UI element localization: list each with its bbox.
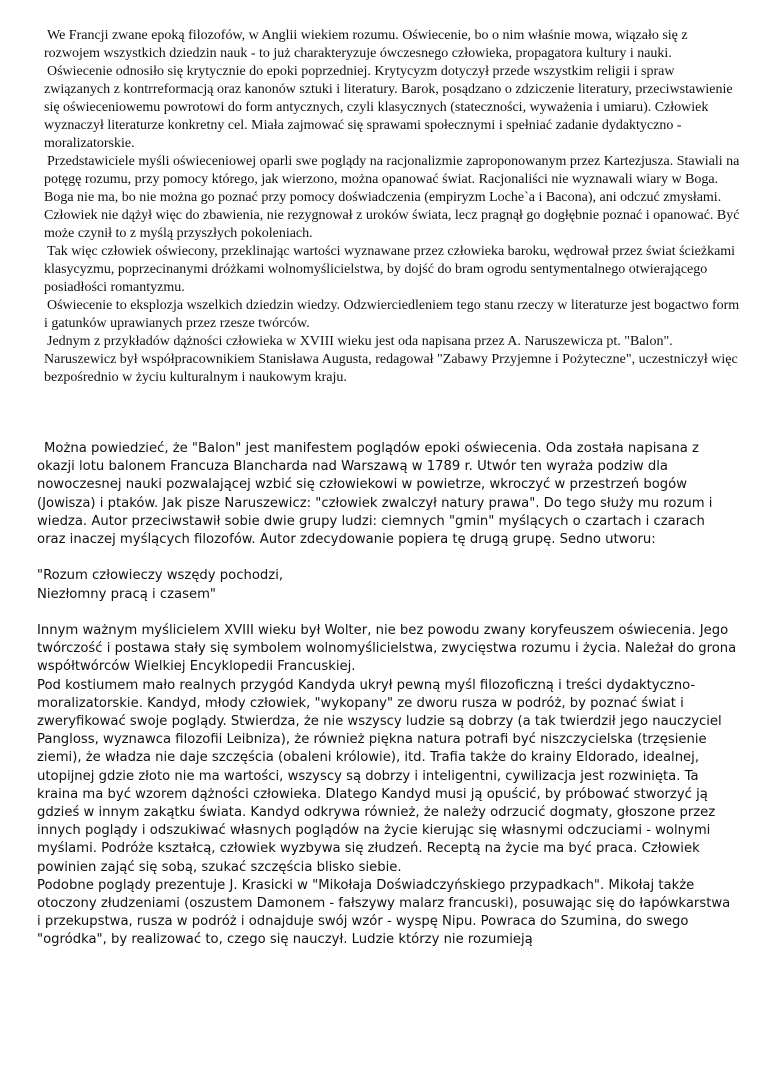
blank-line (37, 604, 737, 622)
paragraph: Jednym z przykładów dążności człowieka w XVIII wieku jest oda napisana przez A. Naruszewicza pt. "Balon". Naruszewicz był współpracownikiem Stanisława Augusta, redagował "Zabawy Przyjemne i Pożyteczne", uczestniczył więc bezpośrednio w życiu kulturalnym i naukowym kraju. (44, 334, 738, 385)
quote-line: "Rozum człowieczy wszędy pochodzi, (37, 568, 284, 584)
paragraph: Oświecenie to eksplozja wszelkich dziedzin wiedzy. Odzwierciedleniem tego stanu rzeczy w literaturze jest bogactwo form i gatunków uprawianych przez rzesze twórców. (44, 298, 740, 331)
paragraph: Tak więc człowiek oświecony, przeklinając wartości wyznawane przez człowieka baroku, wędrował przez świat ścieżkami klasycyzmu, poprzecinanymi dróżkami wolnomyślicielstwa, by dojść do bram ogrodu sentymentalnego otwierającego posiadłości romantyzmu. (44, 244, 736, 295)
quote-line: Niezłomny pracą i czasem" (37, 586, 216, 602)
paragraph: Można powiedzieć, że "Balon" jest manifestem poglądów epoki oświecenia. Oda została napisana z okazji lotu balonem Francuza Blancharda nad Warszawą w 1789 r. Utwór ten wyraża podziw dla nowoczesnej nauki pozwalającej wzbić się człowiekowi w powietrze, wkroczyć w przestrzeń bogów (Jowisza) i ptaków. Jak pisze Naruszewicz: "człowiek zwalczył natury prawa". Do tego służy mu rozum i wiedza. Autor przeciwstawił sobie dwie grupy ludzi: ciemnych "gmin" myślących o czartach i czarach oraz inaczej myślących filozofów. Autor zdecydowanie popiera tę drugą grupę. Sedno utworu: (37, 441, 713, 548)
paragraph: Pod kostiumem mało realnych przygód Kandyda ukrył pewną myśl filozoficzną i treści dydaktyczno-moralizatorskie. Kandyd, młody człowiek, "wykopany" ze dworu rusza w podróż, by poznać świat i zweryfikować swoje poglądy. Stwierdza, że nie wszyscy ludzie są dobrzy (a tak twierdził jego nauczyciel Pangloss, wyznawca filozofii Leibniza), że również piękna natura potrafi być niszczycielska (trzęsienie ziemi), że władza nie daje szczęścia (obaleni królowie), itd. Trafia także do krainy Eldorado, idealnej, utopijnej gdzie złoto nie ma wartości, wszyscy są dobrzy i inteligentni, cywilizacja jest rozwinięta. Ta kraina ma być wzorem dążności człowieka. Dlatego Kandyd musi ją opuścić, by próbować stworzyć ją gdzieś w innym zakątku świata. Kandyd odkrywa również, że należy odrzucić dogmaty, głoszone przez innych poglądy i odszukiwać własnych poglądów na życie kierując się własnymi odczuciami - wolnymi myślami. Podróże kształcą, człowiek wyzbywa się złudzeń. Receptą na życie ma być praca. Człowiek powinien zająć się sobą, szukać szczęścia blisko siebie. (37, 677, 722, 875)
serif-text-block (44, 27, 744, 387)
paragraph: Przedstawiciele myśli oświeceniowej oparli swe poglądy na racjonalizmie zaproponowanym przez Kartezjusza. Stawiali na potęgę rozumu, przy pomocy którego, jak wierzono, można opanować świat. Racjonaliści nie wyznawali wiary w Boga. Boga nie ma, bo nie można go poznać przy pomocy doświadczenia (empiryzm Loche`a i Bacona), ani odczuć zmysłami. Człowiek nie dążył więc do zbawienia, nie rezygnował z uroków świata, lecz pragnął go dogłębnie poznać i opanować. Być może czynił to z myślą przyszłych pokoleniach. (44, 154, 740, 241)
paragraph: We Francji zwane epoką filozofów, w Anglii wiekiem rozumu. Oświecenie, bo o nim właśnie mowa, wiązało się z rozwojem wszystkich dziedzin nauk - to już charakteryzuje ówczesnego człowieka, propagatora kultury i nauki. (44, 28, 688, 61)
paragraph: Oświecenie odnosiło się krytycznie do epoki poprzedniej. Krytycyzm dotyczył przede wszystkim religii i spraw związanych z kontrreformacją oraz kanonów sztuki i literatury. Barok, posądzano o zdziczenie literatury, przeciwstawienie się oświeceniowemu powrotowi do form antycznych, czyli klasycznych (stateczności, wyważenia i umiaru). Człowiek wyznaczył literaturze konkretny cel. Miała zajmować się sprawami społecznymi i spełniać zadanie dydaktyczno - moralizatorskie. (44, 64, 733, 151)
blank-line (37, 549, 737, 567)
sans-text-block (37, 440, 737, 950)
paragraph: Innym ważnym myślicielem XVIII wieku był Wolter, nie bez powodu zwany koryfeuszem oświecenia. Jego twórczość i postawa stały się symbolem wolnomyślicielstwa, zwycięstwa rozumu i życia. Należał do grona współtwórców Wielkiej Encyklopedii Francuskiej. (37, 623, 737, 675)
paragraph: Podobne poglądy prezentuje J. Krasicki w "Mikołaja Doświadczyńskiego przypadkach". Mikołaj także otoczony złudzeniami (oszustem Damonem - fałszywy malarz francuski), posuwając się do łapówkarstwa i przekupstwa, rusza w podróż i odnajduje swój wzór - wyspę Nipu. Powraca do Szumina, do swego "ogródka", by realizować to, czego się nauczył. Ludzie którzy nie rozumieją (37, 877, 731, 948)
